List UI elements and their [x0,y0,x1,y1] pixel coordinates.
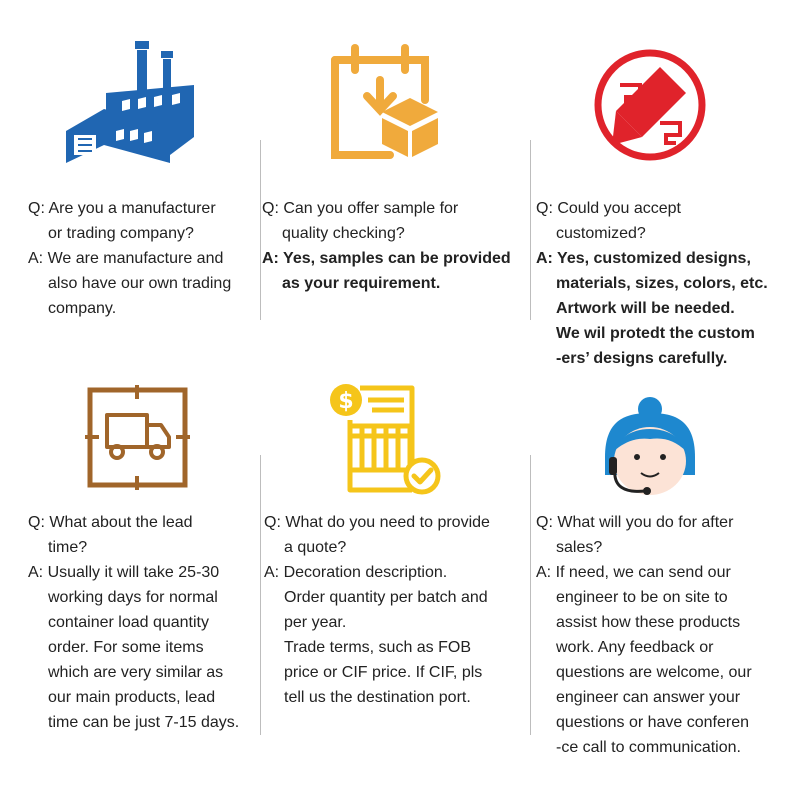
custom-design-pencil-icon [590,45,710,165]
answer-line: A: Yes, samples can be provided [262,250,511,267]
answer-line: work. Any feedback or [556,639,714,656]
question-line: Q: What will you do for after [536,514,734,531]
answer-line: as your requirement. [282,275,441,292]
column-divider [530,455,531,735]
question-line: Q: Are you a manufacturer [28,200,216,217]
answer-line: which are very similar as [48,664,224,681]
question-line: Q: What about the lead [28,514,193,531]
answer-line: Trade terms, such as FOB [284,639,472,656]
question-line: customized? [556,225,646,242]
answer-line: A: If need, we can send our [536,564,731,581]
question-line: a quote? [284,539,347,556]
answer-line: questions are welcome, our [556,664,752,681]
question-line: sales? [556,539,603,556]
answer-line: Order quantity per batch and [284,589,488,606]
faq-lead-time [28,510,239,735]
answer-line: -ers’ designs carefully. [556,350,728,367]
answer-line: price or CIF price. If CIF, pls [284,664,483,681]
answer-line: per year. [284,614,347,631]
answer-line: A: Usually it will take 25-30 [28,564,220,581]
factory-icon [60,35,200,170]
column-divider [530,140,531,320]
question-line: Q: Can you offer sample for [262,200,459,217]
answer-line: A: We are manufacture and [28,250,224,267]
question-line: Q: Could you accept [536,200,681,217]
question-line: time? [48,539,88,556]
question-line: or trading company? [48,225,194,242]
answer-line: -ce call to communication. [556,739,741,756]
faq-quote [264,510,490,710]
customer-service-icon [595,395,705,500]
sample-box-icon [325,40,445,160]
answer-line: tell us the destination port. [284,689,471,706]
faq-manufacturer [28,196,231,321]
answer-line: container load quantity [48,614,209,631]
answer-line: assist how these products [556,614,741,631]
answer-line: We wil protedt the custom [556,325,755,342]
quote-document-icon [320,378,445,498]
answer-line: Artwork will be needed. [556,300,735,317]
answer-line: A: Yes, customized designs, [536,250,751,267]
answer-line: materials, sizes, colors, etc. [556,275,768,292]
answer-line: time can be just 7-15 days. [48,714,240,731]
answer-line: engineer can answer your [556,689,741,706]
answer-line: working days for normal [48,589,218,606]
question-line: quality checking? [282,225,405,242]
svg-text:$: $ [338,389,354,414]
answer-line: company. [48,300,117,317]
truck-icon [85,385,190,490]
answer-line: questions or have conferen [556,714,750,731]
question-line: Q: What do you need to provide [264,514,490,531]
answer-line: engineer to be on site to [556,589,728,606]
faq-sample [262,196,511,296]
answer-line: A: Decoration description. [264,564,448,581]
answer-line: our main products, lead [48,689,216,706]
answer-line: order. For some items [48,639,204,656]
faq-customized [536,196,768,371]
answer-line: also have our own trading [48,275,232,292]
faq-after-sales [536,510,752,760]
column-divider [260,140,261,320]
column-divider [260,455,261,735]
